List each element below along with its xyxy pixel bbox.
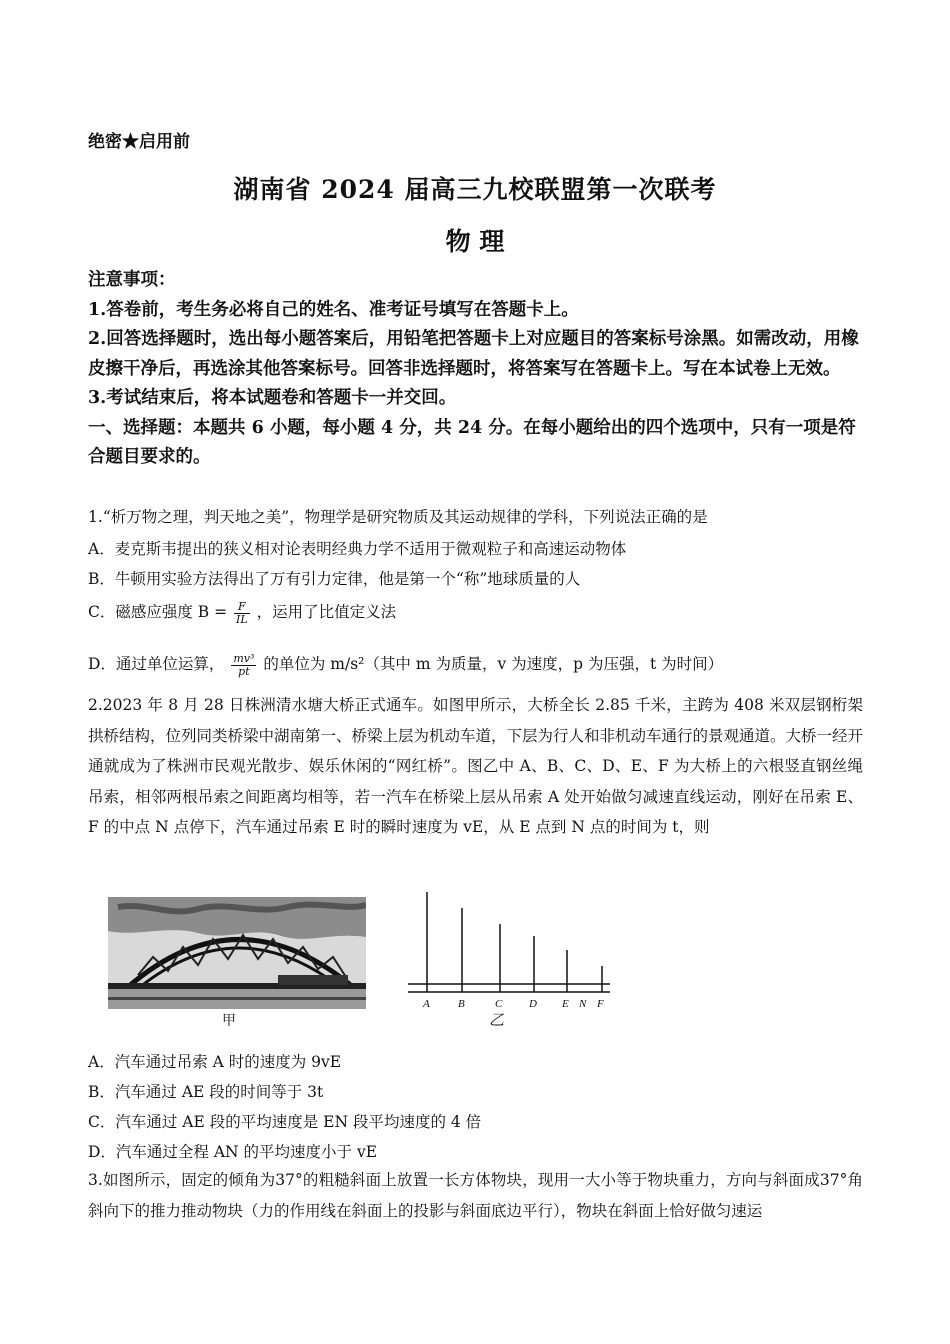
question-3-stem: 3.如图所示，固定的倾角为37°的粗糙斜面上放置一长方体物块，现用一大小等于物块重力，方向与斜面成37°角斜向下的推力推动物块（力的作用线在斜面上的投影与斜面底边平行），物块在斜面上恰好做匀速运	[88, 1171, 863, 1220]
question-1-stem: 1.“析万物之理，判天地之美”，物理学是研究物质及其运动规律的学科，下列说法正确的是	[88, 508, 708, 526]
question-1-option-d	[88, 652, 723, 678]
fraction-mv3-over-pt	[231, 653, 256, 678]
option-c-suffix: ，运用了比值定义法	[256, 603, 397, 621]
figure-b-caption: 乙	[489, 1011, 505, 1029]
note-item-2: 2.回答选择题时，选出每小题答案后，用铅笔把答题卡上对应题目的答案标号涂黑。如需改动，用橡皮擦干净后，再选涂其他答案标号。回答非选择题时，将答案写在答题卡上。写在本试卷上无效。	[88, 329, 859, 379]
bridge-photo	[108, 897, 366, 1009]
label-c: C	[495, 998, 503, 1010]
fraction-denominator: pt	[238, 664, 250, 678]
fraction-denominator: IL	[236, 612, 248, 626]
question-2-option-a: A．汽车通过吊索 A 时的速度为 9vE	[88, 1053, 342, 1071]
label-n: N	[579, 998, 587, 1010]
label-d: D	[529, 998, 537, 1010]
note-item-1: 1.答卷前，考生务必将自己的姓名、准考证号填写在答题卡上。	[88, 299, 579, 320]
exam-title: 湖南省 2024 届高三九校联盟第一次联考	[233, 175, 717, 204]
subject-title: 物 理	[445, 227, 505, 256]
question-2-option-b: B．汽车通过 AE 段的时间等于 3t	[88, 1083, 324, 1101]
suspender-diagram	[406, 888, 616, 1028]
fraction-f-over-il	[234, 601, 250, 626]
label-f: F	[597, 998, 604, 1010]
confidential-label: 绝密★启用前	[88, 132, 190, 152]
note-item-3: 3.考试结束后，将本试题卷和答题卡一并交回。	[88, 388, 457, 408]
notes-heading: 注意事项：	[88, 270, 176, 290]
section-heading: 一、选择题：本题共 6 小题，每小题 4 分，共 24 分。在每小题给出的四个选项中，只有一项是符合题目要求的。	[88, 417, 856, 467]
option-c-prefix: C．磁感应强度 B =	[88, 603, 228, 621]
question-1-option-c	[88, 600, 396, 626]
question-2-option-c: C．汽车通过 AE 段的平均速度是 EN 段平均速度的 4 倍	[88, 1113, 482, 1131]
question-2-option-d: D．汽车通过全程 AN 的平均速度小于 vE	[88, 1143, 378, 1161]
figure-a-caption: 甲	[222, 1013, 236, 1029]
fraction-numerator: F	[234, 601, 250, 614]
question-2-stem: 2.2023 年 8 月 28 日株洲清水塘大桥正式通车。如图甲所示，大桥全长 2.85 千米，主跨为 408 米双层钢桁架拱桥结构，位列同类桥梁中湖南第一、桥梁上层为机动车道，下层为行人和非机动车通行的景观通道。大桥一经开通就成为了株洲市民观光散步、娱乐休闲的“网红桥”。图乙中 A、B、C、D、E、F 为大桥上的六根竖直钢丝绳吊索，相邻两根吊索之间距离均相等，若一汽车在桥梁上层从吊索 A 处开始做匀减速直线运动，刚好在吊索 E、F 的中点 N 点停下，汽车通过吊索 E 时的瞬时速度为 vE，从 E 点到 N 点的时间为 t，则	[88, 696, 864, 836]
fraction-numerator: mv³	[233, 651, 255, 665]
question-1-option-a: A．麦克斯韦提出的狭义相对论表明经典力学不适用于微观粒子和高速运动物体	[88, 540, 627, 558]
notes-section	[88, 266, 860, 473]
question-1-option-b: B．牛顿用实验方法得出了万有引力定律，他是第一个“称”地球质量的人	[88, 570, 581, 588]
option-d-suffix: 的单位为 m/s²（其中 m 为质量，v 为速度，p 为压强，t 为时间）	[263, 655, 724, 673]
label-e: E	[562, 998, 569, 1010]
label-a: A	[423, 998, 430, 1010]
option-d-prefix: D．通过单位运算，	[88, 655, 225, 673]
label-b: B	[458, 998, 465, 1010]
